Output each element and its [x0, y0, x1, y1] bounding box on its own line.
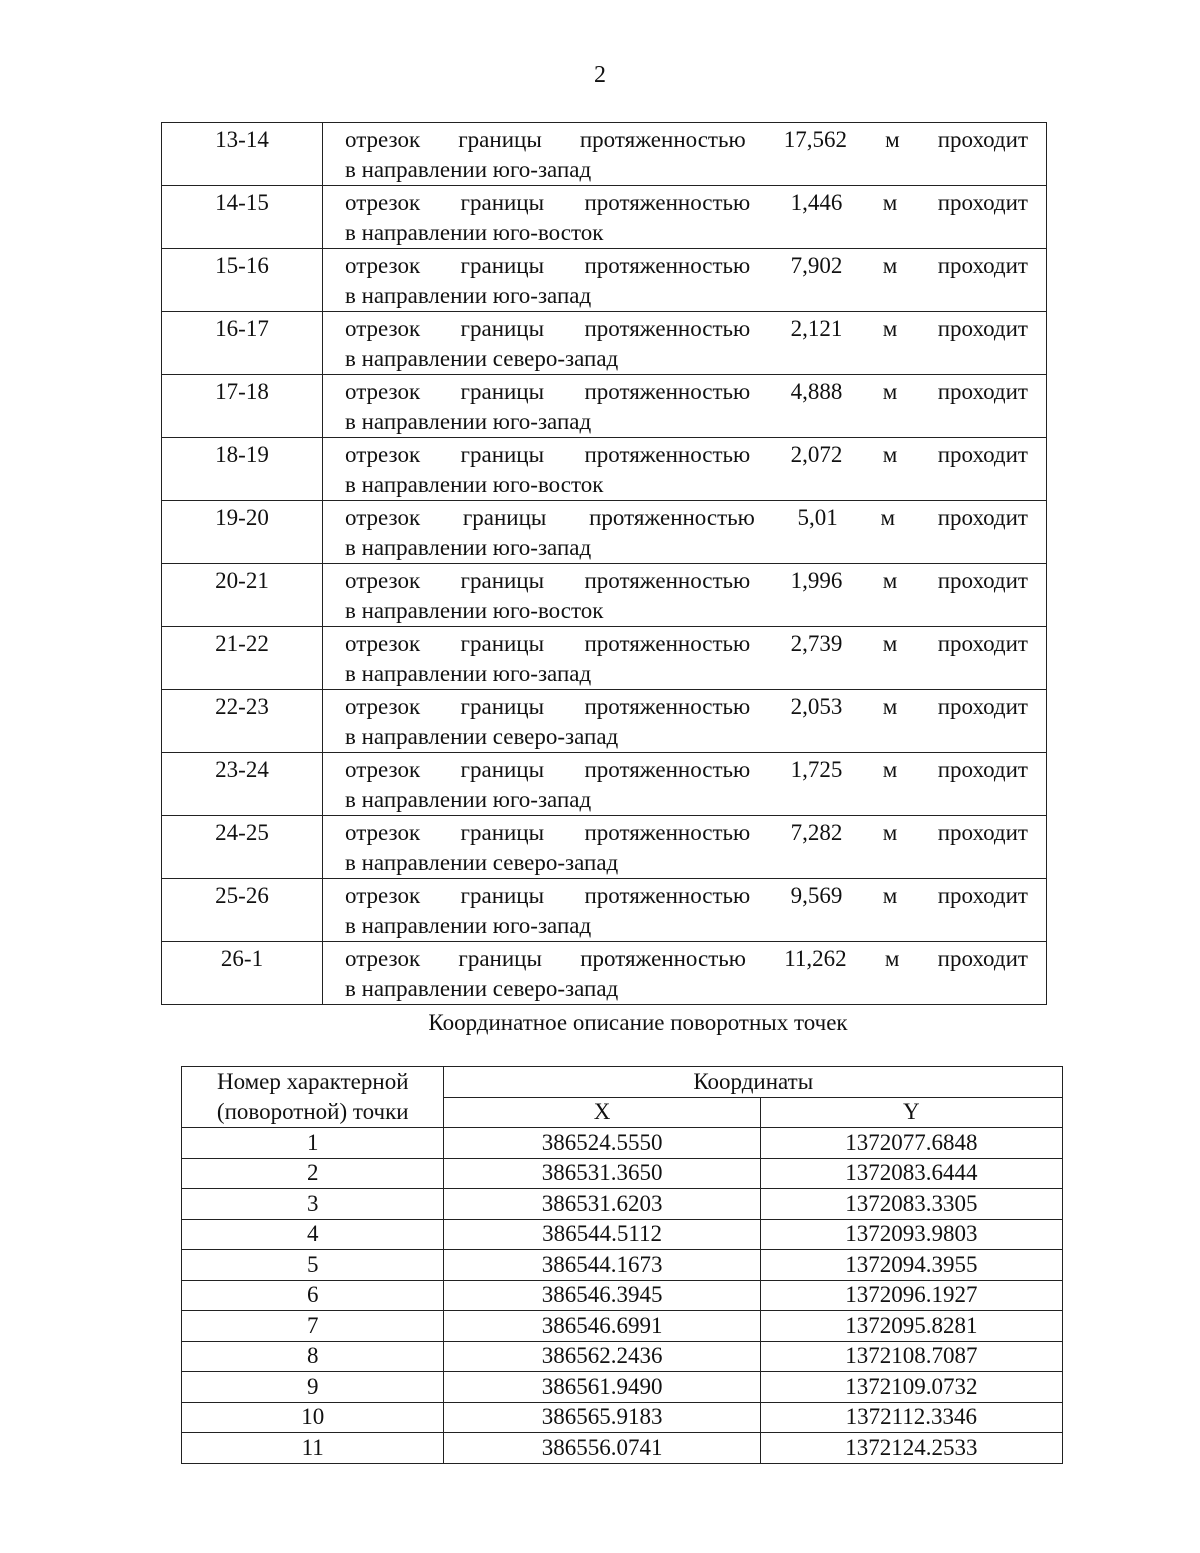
coordinate-row: [182, 1189, 1063, 1220]
segment-word: протяженностью: [584, 694, 751, 719]
coordinate-row: [182, 1433, 1063, 1464]
segment-word: границы: [460, 820, 545, 845]
segment-row: [162, 690, 1047, 753]
x-coordinate: 386524.5550: [444, 1128, 760, 1159]
segment-direction: в направлении юго-запад: [345, 409, 592, 434]
coordinate-row: [182, 1158, 1063, 1189]
point-number: 11: [182, 1433, 444, 1464]
coordinate-row: [182, 1219, 1063, 1250]
segment-verb: проходит: [937, 316, 1028, 341]
segment-word: протяженностью: [580, 946, 746, 971]
segment-word: отрезок: [345, 883, 421, 908]
segment-length: 2,053: [790, 694, 843, 719]
point-number-header-line1: Номер характерной: [216, 1069, 409, 1094]
segment-row: [162, 249, 1047, 312]
segment-word: протяженностью: [584, 253, 751, 278]
y-coordinate: 1372095.8281: [760, 1311, 1062, 1342]
segment-description: [323, 123, 1047, 186]
segment-verb: проходит: [937, 883, 1028, 908]
segment-word: границы: [458, 127, 542, 152]
segment-length: 2,072: [790, 442, 843, 467]
point-number: 3: [182, 1189, 444, 1220]
segment-id: 23-24: [162, 753, 323, 816]
segment-length: 9,569: [790, 883, 843, 908]
segment-length: 4,888: [790, 379, 843, 404]
segment-unit: м: [884, 946, 900, 971]
segment-word: границы: [462, 505, 547, 530]
segment-unit: м: [882, 631, 898, 656]
x-coordinate: 386546.3945: [444, 1280, 760, 1311]
segment-word: протяженностью: [584, 316, 751, 341]
segment-word: отрезок: [345, 757, 421, 782]
segment-row: [162, 879, 1047, 942]
segment-unit: м: [882, 757, 898, 782]
segment-word: границы: [460, 694, 545, 719]
segment-verb: проходит: [937, 379, 1028, 404]
segment-verb: проходит: [937, 127, 1028, 152]
segment-length: 2,739: [790, 631, 843, 656]
segment-word: границы: [460, 379, 545, 404]
segment-length: 17,562: [783, 127, 847, 152]
segment-row: [162, 627, 1047, 690]
point-number: 9: [182, 1372, 444, 1403]
coordinate-row: [182, 1280, 1063, 1311]
segment-direction: в направлении юго-запад: [345, 787, 592, 812]
segment-unit: м: [880, 505, 896, 530]
segment-description: [323, 942, 1047, 1005]
segment-word: протяженностью: [584, 757, 751, 782]
segment-row: [162, 942, 1047, 1005]
segment-verb: проходит: [937, 568, 1028, 593]
segment-word: границы: [460, 883, 545, 908]
point-number: 6: [182, 1280, 444, 1311]
x-header: X: [444, 1097, 760, 1128]
segment-direction: в направлении северо-запад: [345, 850, 619, 875]
segment-length: 7,282: [790, 820, 843, 845]
x-coordinate: 386562.2436: [444, 1341, 760, 1372]
point-number: 7: [182, 1311, 444, 1342]
coordinate-row: [182, 1128, 1063, 1159]
point-number: 10: [182, 1402, 444, 1433]
segment-description: [323, 564, 1047, 627]
coordinates-table: [181, 1066, 1063, 1464]
y-coordinate: 1372083.6444: [760, 1158, 1062, 1189]
segment-word: границы: [460, 568, 545, 593]
segment-word: протяженностью: [584, 631, 751, 656]
segment-unit: м: [885, 127, 900, 152]
point-number: 4: [182, 1219, 444, 1250]
coordinate-row: [182, 1250, 1063, 1281]
x-coordinate: 386561.9490: [444, 1372, 760, 1403]
segment-word: отрезок: [345, 127, 421, 152]
segment-word: границы: [460, 631, 545, 656]
x-coordinate: 386531.3650: [444, 1158, 760, 1189]
segment-word: протяженностью: [584, 820, 751, 845]
segment-word: отрезок: [345, 505, 421, 530]
segment-word: отрезок: [345, 316, 421, 341]
segment-word: границы: [460, 253, 545, 278]
segment-word: границы: [460, 316, 545, 341]
y-header: Y: [760, 1097, 1062, 1128]
point-number: 5: [182, 1250, 444, 1281]
y-coordinate: 1372083.3305: [760, 1189, 1062, 1220]
segment-verb: проходит: [937, 505, 1028, 530]
segment-word: протяженностью: [584, 190, 751, 215]
segment-direction: в направлении юго-восток: [345, 472, 604, 497]
segment-id: 24-25: [162, 816, 323, 879]
segment-unit: м: [882, 694, 898, 719]
segment-description: [323, 249, 1047, 312]
segment-verb: проходит: [937, 631, 1028, 656]
y-coordinate: 1372124.2533: [760, 1433, 1062, 1464]
segment-unit: м: [882, 820, 898, 845]
segment-description: [323, 879, 1047, 942]
segment-length: 1,996: [790, 568, 843, 593]
segment-unit: м: [882, 379, 898, 404]
segment-id: 13-14: [162, 123, 323, 186]
y-coordinate: 1372096.1927: [760, 1280, 1062, 1311]
segment-word: отрезок: [345, 631, 421, 656]
segment-word: границы: [460, 442, 545, 467]
segment-word: протяженностью: [584, 442, 751, 467]
segment-unit: м: [882, 316, 898, 341]
segment-id: 22-23: [162, 690, 323, 753]
x-coordinate: 386556.0741: [444, 1433, 760, 1464]
segment-word: отрезок: [345, 379, 421, 404]
x-coordinate: 386544.1673: [444, 1250, 760, 1281]
y-coordinate: 1372108.7087: [760, 1341, 1062, 1372]
segment-word: протяженностью: [589, 505, 755, 530]
segment-row: [162, 312, 1047, 375]
segment-description: [323, 627, 1047, 690]
segment-direction: в направлении юго-восток: [345, 220, 604, 245]
segment-row: [162, 753, 1047, 816]
y-coordinate: 1372112.3346: [760, 1402, 1062, 1433]
segment-id: 17-18: [162, 375, 323, 438]
segment-length: 1,725: [790, 757, 843, 782]
coordinate-row: [182, 1311, 1063, 1342]
segment-word: протяженностью: [579, 127, 746, 152]
segment-id: 21-22: [162, 627, 323, 690]
segment-unit: м: [882, 253, 898, 278]
segment-id: 16-17: [162, 312, 323, 375]
segment-direction: в направлении юго-запад: [345, 283, 592, 308]
coordinates-section-title: Координатное описание поворотных точек: [428, 1010, 848, 1035]
segment-description: [323, 753, 1047, 816]
segment-length: 7,902: [790, 253, 843, 278]
segment-id: 26-1: [162, 942, 323, 1005]
segment-direction: в направлении северо-запад: [345, 976, 619, 1001]
segment-row: [162, 501, 1047, 564]
segment-verb: проходит: [937, 694, 1028, 719]
point-number: 2: [182, 1158, 444, 1189]
segment-id: 15-16: [162, 249, 323, 312]
segment-id: 20-21: [162, 564, 323, 627]
segment-direction: в направлении юго-запад: [345, 913, 592, 938]
coordinate-row: [182, 1341, 1063, 1372]
segment-verb: проходит: [937, 253, 1028, 278]
segment-verb: проходит: [937, 946, 1028, 971]
segment-unit: м: [882, 568, 898, 593]
segment-unit: м: [882, 442, 898, 467]
segment-word: отрезок: [345, 190, 421, 215]
segment-id: 25-26: [162, 879, 323, 942]
segment-word: отрезок: [345, 946, 421, 971]
coordinates-header: Координаты: [444, 1067, 1063, 1098]
segment-direction: в направлении юго-восток: [345, 598, 604, 623]
segment-word: отрезок: [345, 253, 421, 278]
segment-description: [323, 438, 1047, 501]
segment-word: границы: [460, 190, 545, 215]
coordinate-row: [182, 1372, 1063, 1403]
point-number-header-line2: (поворотной) точки: [216, 1099, 409, 1124]
segment-word: отрезок: [345, 442, 421, 467]
segment-direction: в направлении юго-запад: [345, 661, 592, 686]
segment-row: [162, 816, 1047, 879]
segment-word: отрезок: [345, 820, 421, 845]
segment-word: границы: [460, 757, 545, 782]
x-coordinate: 386565.9183: [444, 1402, 760, 1433]
segment-verb: проходит: [937, 442, 1028, 467]
segment-description: [323, 816, 1047, 879]
segment-description: [323, 375, 1047, 438]
y-coordinate: 1372093.9803: [760, 1219, 1062, 1250]
segment-direction: в направлении юго-запад: [345, 157, 592, 182]
segment-length: 5,01: [797, 505, 838, 530]
segment-description: [323, 690, 1047, 753]
point-number: 8: [182, 1341, 444, 1372]
segment-id: 14-15: [162, 186, 323, 249]
segment-word: протяженностью: [584, 883, 751, 908]
segment-direction: в направлении северо-запад: [345, 724, 619, 749]
segment-word: отрезок: [345, 694, 421, 719]
segment-id: 18-19: [162, 438, 323, 501]
x-coordinate: 386544.5112: [444, 1219, 760, 1250]
segment-direction: в направлении северо-запад: [345, 346, 619, 371]
segment-description: [323, 312, 1047, 375]
segment-length: 1,446: [790, 190, 843, 215]
boundary-segments-table: [161, 122, 1047, 1005]
segment-description: [323, 501, 1047, 564]
y-coordinate: 1372094.3955: [760, 1250, 1062, 1281]
point-number: 1: [182, 1128, 444, 1159]
segment-direction: в направлении юго-запад: [345, 535, 592, 560]
segment-length: 11,262: [784, 946, 847, 971]
y-coordinate: 1372109.0732: [760, 1372, 1062, 1403]
segment-length: 2,121: [790, 316, 843, 341]
segment-word: протяженностью: [584, 568, 751, 593]
segment-row: [162, 375, 1047, 438]
x-coordinate: 386546.6991: [444, 1311, 760, 1342]
point-number-header: [182, 1067, 444, 1128]
page-number: 2: [594, 62, 606, 88]
segment-row: [162, 438, 1047, 501]
segment-description: [323, 186, 1047, 249]
coordinate-row: [182, 1402, 1063, 1433]
segment-unit: м: [882, 883, 898, 908]
x-coordinate: 386531.6203: [444, 1189, 760, 1220]
segment-word: отрезок: [345, 568, 421, 593]
segment-word: границы: [458, 946, 542, 971]
segment-unit: м: [882, 190, 898, 215]
segment-row: [162, 564, 1047, 627]
segment-row: [162, 123, 1047, 186]
segment-verb: проходит: [937, 820, 1028, 845]
segment-verb: проходит: [937, 757, 1028, 782]
segment-verb: проходит: [937, 190, 1028, 215]
segment-row: [162, 186, 1047, 249]
y-coordinate: 1372077.6848: [760, 1128, 1062, 1159]
segment-id: 19-20: [162, 501, 323, 564]
segment-word: протяженностью: [584, 379, 751, 404]
